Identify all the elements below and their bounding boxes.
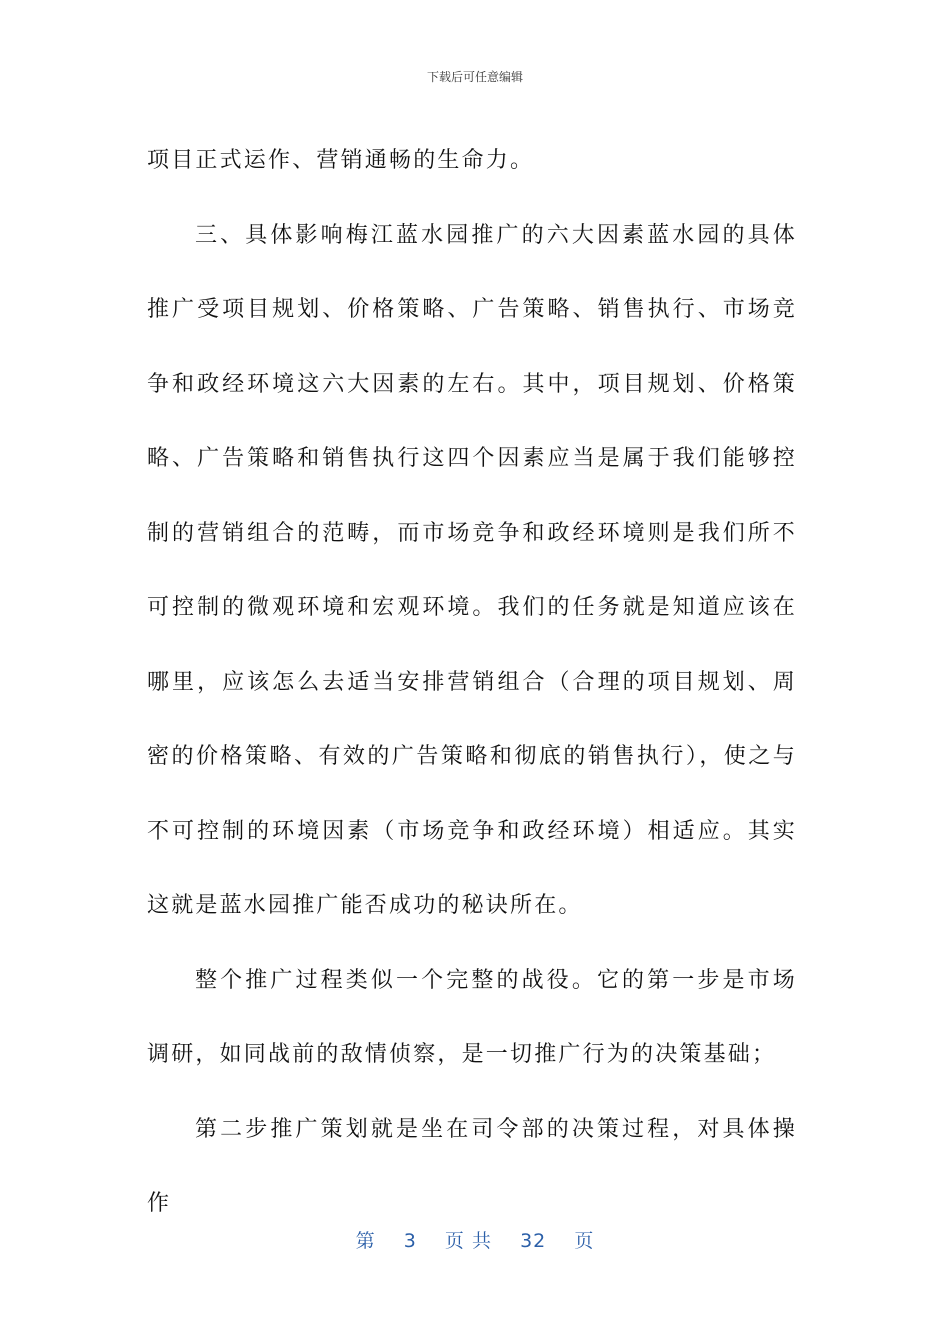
paragraph-campaign: 整个推广过程类似一个完整的战役。它的第一步是市场调研，如同战前的敌情侦察，是一切推广行为的决策基础； (147, 967, 797, 1067)
footer-suffix: 页 (574, 1230, 595, 1252)
paragraph-continuation: 项目正式运作、营销通畅的生命力。 (147, 148, 535, 173)
paragraph-step-two: 第二步推广策划就是坐在司令部的决策过程，对具体操作 (147, 1116, 797, 1216)
document-body (147, 124, 797, 1242)
paragraph-factors: 三、具体影响梅江蓝水园推广的六大因素蓝水园的具体推广受项目规划、价格策略、广告策略、销售执行、市场竞争和政经环境这六大因素的左右。其中，项目规划、价格策略、广告策略和销售执行这四个因素应当是属于我们能够控制的营销组合的范畴，而市场竞争和政经环境则是我们所不可控制的微观环境和宏观环境。我们的任务就是知道应该在哪里，应该怎么去适当安排营销组合（合理的项目规划、周密的价格策略、有效的广告策略和彻底的销售执行），使之与不可控制的环境因素（市场竞争和政经环境）相适应。其实这就是蓝水园推广能否成功的秘诀所在。 (147, 222, 797, 918)
footer-prefix: 第 (355, 1230, 376, 1252)
footer-total-pages: 32 (520, 1230, 547, 1252)
page-header-note: 下载后可任意编辑 (426, 70, 523, 84)
footer-middle: 页 共 (444, 1230, 492, 1252)
page-footer (0, 1226, 950, 1253)
footer-current-page: 3 (403, 1230, 417, 1252)
